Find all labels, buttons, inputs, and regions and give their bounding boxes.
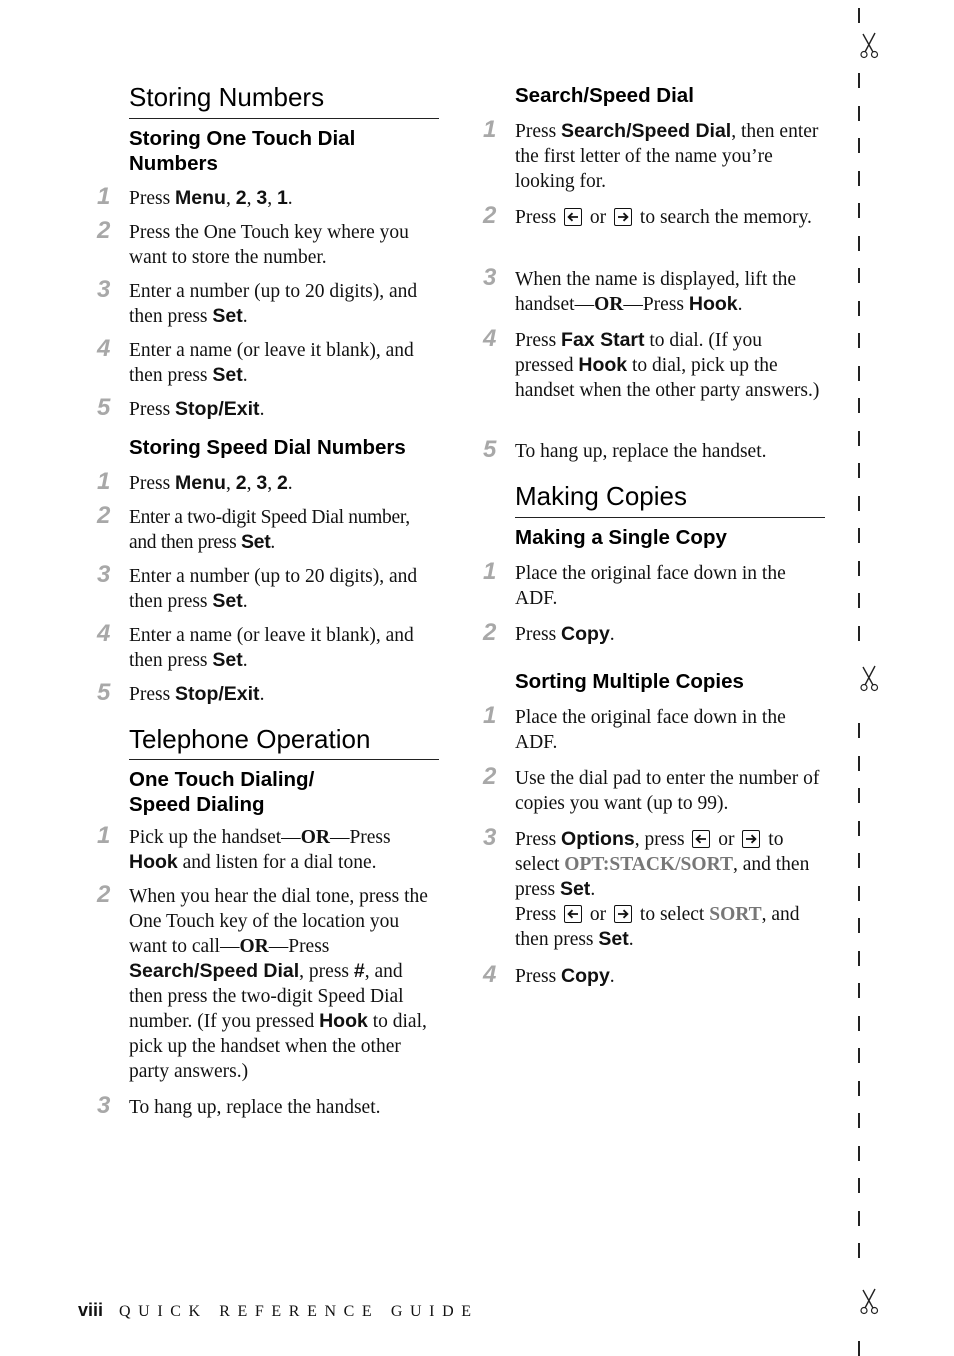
step-number: 4 bbox=[97, 335, 111, 362]
left-arrow-key-icon bbox=[564, 905, 582, 923]
subsection-title-speed-dial bbox=[129, 435, 439, 460]
subsection-title-sorting bbox=[515, 669, 825, 694]
cut-line-segment bbox=[858, 1081, 860, 1096]
step: 2 Enter a two-digit Speed Dial number, and then press Set. bbox=[97, 502, 410, 553]
right-arrow-key-icon bbox=[614, 905, 632, 923]
cut-line-segment bbox=[858, 268, 860, 283]
cut-line-segment bbox=[858, 236, 860, 251]
step: 3 Enter a number (up to 20 digits), and then press Set. bbox=[97, 276, 418, 327]
cut-line-segment bbox=[858, 788, 860, 803]
cut-line-segment bbox=[858, 73, 860, 88]
step: 5 Press Stop/Exit. bbox=[97, 679, 265, 706]
subsection-title-single-copy bbox=[515, 525, 825, 550]
step: 3 To hang up, replace the handset. bbox=[97, 1092, 381, 1119]
cut-line-segment bbox=[858, 138, 860, 153]
cut-line-segment bbox=[858, 821, 860, 836]
subsection-title: Sorting Multiple Copies bbox=[515, 670, 744, 693]
cut-line-segment bbox=[858, 983, 860, 998]
subsection-title: Search/Speed Dial bbox=[515, 84, 694, 107]
step-number: 1 bbox=[97, 468, 111, 495]
step-number: 5 bbox=[97, 394, 111, 421]
cut-line-segment bbox=[858, 1048, 860, 1063]
step: 1 Place the original face down in the ADF. bbox=[483, 558, 786, 609]
section-making-copies bbox=[515, 481, 825, 511]
cut-line-segment bbox=[858, 203, 860, 218]
cut-line-segment bbox=[858, 1178, 860, 1193]
cut-line-segment bbox=[858, 886, 860, 901]
section-rule bbox=[129, 118, 439, 119]
subsection-title-one-touch bbox=[129, 126, 439, 176]
subsection-title-search bbox=[515, 83, 825, 108]
step-number: 1 bbox=[483, 116, 497, 143]
step: 2 Press or to search the memory. bbox=[483, 202, 812, 229]
cut-line-segment bbox=[858, 1211, 860, 1226]
left-arrow-key-icon bbox=[564, 208, 582, 226]
step-number: 5 bbox=[483, 436, 497, 463]
section-rule bbox=[515, 517, 825, 518]
step: 4 Press Copy. bbox=[483, 961, 615, 988]
cut-line-segment bbox=[858, 431, 860, 446]
right-arrow-key-icon bbox=[614, 208, 632, 226]
step: 4 Enter a name (or leave it blank), and then press Set. bbox=[97, 335, 414, 386]
subsection-title: Making a Single Copy bbox=[515, 526, 727, 549]
cut-line-segment bbox=[858, 1243, 860, 1258]
step-number: 4 bbox=[483, 961, 497, 988]
cut-line-segment bbox=[858, 8, 860, 23]
step-number: 2 bbox=[483, 619, 497, 646]
step-number: 3 bbox=[97, 276, 111, 303]
step-number: 2 bbox=[97, 881, 111, 908]
cut-line-segment bbox=[858, 918, 860, 933]
section-storing-numbers bbox=[129, 82, 439, 112]
step-number: 3 bbox=[483, 824, 497, 851]
step: 1 Place the original face down in the ADF. bbox=[483, 702, 786, 753]
cut-line-segment bbox=[858, 593, 860, 608]
subsection-title: Storing Speed Dial Numbers bbox=[129, 436, 406, 459]
step: 3 Enter a number (up to 20 digits), and then press Set. bbox=[97, 561, 418, 612]
step: 2 Press the One Touch key where you want to store the number. bbox=[97, 217, 409, 268]
scissors-icon bbox=[859, 1286, 881, 1316]
cut-line-segment bbox=[858, 1146, 860, 1161]
step: 1 Press Search/Speed Dial, then enter the first letter of the name you’re looking for. bbox=[483, 116, 819, 192]
cut-line-segment bbox=[858, 398, 860, 413]
page-footer bbox=[78, 1300, 479, 1321]
cut-line-segment bbox=[858, 1341, 860, 1356]
key-menu: Menu bbox=[175, 187, 226, 209]
step-number: 3 bbox=[483, 264, 497, 291]
step: 1 Pick up the handset—OR—Press Hook and listen for a dial tone. bbox=[97, 822, 391, 873]
cut-line-segment bbox=[858, 528, 860, 543]
cut-line-segment bbox=[858, 1113, 860, 1128]
cut-line-segment bbox=[858, 496, 860, 511]
cut-line-segment bbox=[858, 106, 860, 121]
cut-line-segment bbox=[858, 626, 860, 641]
step-number: 2 bbox=[483, 763, 497, 790]
step: 2 Press Copy. bbox=[483, 619, 615, 646]
scissors-icon bbox=[859, 663, 881, 693]
scissors-icon bbox=[859, 30, 881, 60]
cut-line-segment bbox=[858, 333, 860, 348]
subsection-title: One Touch Dialing/ Speed Dialing bbox=[129, 768, 315, 816]
right-arrow-key-icon bbox=[742, 830, 760, 848]
section-telephone bbox=[129, 724, 439, 754]
step: 2 Use the dial pad to enter the number of copies you want (up to 99). bbox=[483, 763, 820, 814]
cut-line-segment bbox=[858, 756, 860, 771]
page-number: viii bbox=[78, 1300, 104, 1320]
step-number: 2 bbox=[97, 502, 111, 529]
step: 4 Press Fax Start to dial. (If you pressed Hook to dial, pick up the handset when the other party answers.) bbox=[483, 325, 820, 401]
step-number: 4 bbox=[483, 325, 497, 352]
cut-line-segment bbox=[858, 853, 860, 868]
section-title: Telephone Operation bbox=[129, 724, 371, 754]
step: 5 To hang up, replace the handset. bbox=[483, 436, 767, 463]
footer-title: QUICK REFERENCE GUIDE bbox=[119, 1303, 479, 1320]
cut-line-segment bbox=[858, 951, 860, 966]
cut-line-segment bbox=[858, 463, 860, 478]
step-number: 4 bbox=[97, 620, 111, 647]
cut-line-segment bbox=[858, 723, 860, 738]
step-number: 3 bbox=[97, 561, 111, 588]
step: 1 Press Menu, 2, 3, 2. bbox=[97, 468, 293, 495]
subsection-title: Storing One Touch Dial Numbers bbox=[129, 127, 356, 175]
step-number: 1 bbox=[483, 702, 497, 729]
cut-line-segment bbox=[858, 366, 860, 381]
left-arrow-key-icon bbox=[692, 830, 710, 848]
cut-line-segment bbox=[858, 561, 860, 576]
step: 3 When the name is displayed, lift the handset—OR—Press Hook. bbox=[483, 264, 797, 315]
cut-line-segment bbox=[858, 301, 860, 316]
step-number: 5 bbox=[97, 679, 111, 706]
cut-line-segment bbox=[858, 1016, 860, 1031]
step-number: 1 bbox=[97, 822, 111, 849]
step-number: 3 bbox=[97, 1092, 111, 1119]
step: 5 Press Stop/Exit. bbox=[97, 394, 265, 421]
subsection-title-one-touch-dialing bbox=[129, 767, 439, 817]
step: 1 Press Menu, 2, 3, 1. bbox=[97, 183, 293, 210]
step-number: 1 bbox=[97, 183, 111, 210]
section-title: Storing Numbers bbox=[129, 82, 325, 112]
step-number: 2 bbox=[483, 202, 497, 229]
section-title: Making Copies bbox=[515, 481, 687, 511]
cut-line-segment bbox=[858, 171, 860, 186]
step: 3 Press Options, press or to select OPT:STACK/SORT, and then press Set. Press or to select SORT, and then press Set. bbox=[483, 824, 810, 950]
step-number: 1 bbox=[483, 558, 497, 585]
section-rule bbox=[129, 759, 439, 760]
step: 2 When you hear the dial tone, press the One Touch key of the location you want to call—OR—Press Search/Speed Dial, press #, and then press the two-digit Speed Dial number. (If you pressed Hook to dial, pick up the handset when the other party answers.) bbox=[97, 881, 428, 1082]
step: 4 Enter a name (or leave it blank), and then press Set. bbox=[97, 620, 414, 671]
step-number: 2 bbox=[97, 217, 111, 244]
